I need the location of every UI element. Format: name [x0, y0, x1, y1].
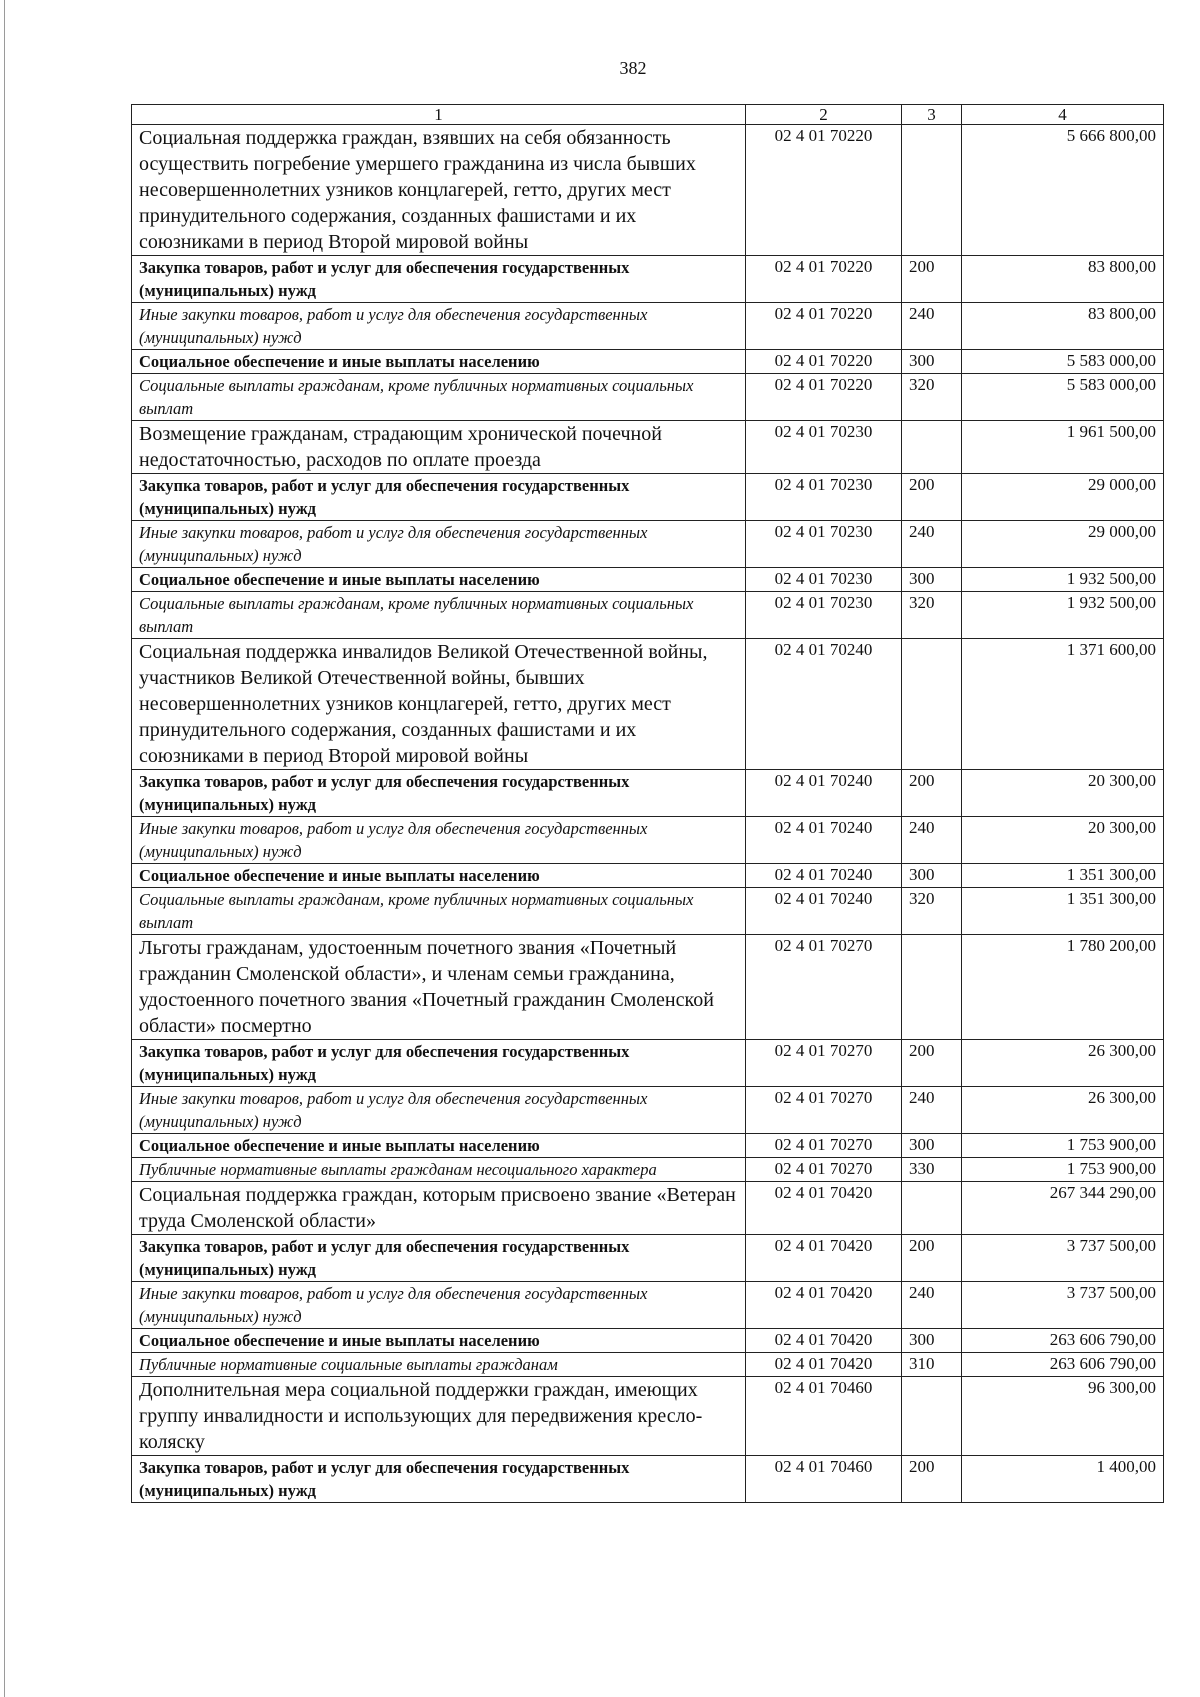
row-amount-cell: 26 300,00	[962, 1087, 1164, 1134]
row-amount-cell: 1 351 300,00	[962, 864, 1164, 888]
row-name-cell: Закупка товаров, работ и услуг для обеспечения государственных (муниципальных) нужд	[132, 474, 746, 521]
row-amount-cell: 96 300,00	[962, 1377, 1164, 1456]
row-amount-cell: 1 932 500,00	[962, 568, 1164, 592]
row-code-cell: 02 4 01 70420	[746, 1235, 902, 1282]
row-name-cell: Социальная поддержка граждан, которым присвоено звание «Ветеран труда Смоленской области»	[132, 1182, 746, 1235]
row-code-cell: 02 4 01 70240	[746, 864, 902, 888]
row-code-cell: 02 4 01 70220	[746, 374, 902, 421]
table-row	[132, 592, 1164, 639]
row-name-cell: Социальное обеспечение и иные выплаты населению	[132, 350, 746, 374]
row-name-cell: Закупка товаров, работ и услуг для обеспечения государственных (муниципальных) нужд	[132, 1456, 746, 1503]
row-amount-cell: 3 737 500,00	[962, 1282, 1164, 1329]
row-name-cell: Социальное обеспечение и иные выплаты населению	[132, 1134, 746, 1158]
row-code-cell: 02 4 01 70240	[746, 817, 902, 864]
row-type-cell: 300	[902, 1329, 962, 1353]
row-type-cell	[902, 639, 962, 770]
row-code-cell: 02 4 01 70270	[746, 1134, 902, 1158]
row-code-cell: 02 4 01 70240	[746, 639, 902, 770]
row-name-cell: Закупка товаров, работ и услуг для обеспечения государственных (муниципальных) нужд	[132, 256, 746, 303]
row-amount-cell: 1 780 200,00	[962, 935, 1164, 1040]
row-amount-cell: 263 606 790,00	[962, 1353, 1164, 1377]
row-code-cell: 02 4 01 70230	[746, 592, 902, 639]
row-name-cell: Социальные выплаты гражданам, кроме публичных нормативных социальных выплат	[132, 592, 746, 639]
table-row	[132, 888, 1164, 935]
column-header-1: 1	[132, 105, 746, 125]
row-type-cell	[902, 1182, 962, 1235]
row-code-cell: 02 4 01 70270	[746, 1158, 902, 1182]
row-code-cell: 02 4 01 70230	[746, 568, 902, 592]
row-type-cell: 330	[902, 1158, 962, 1182]
row-type-cell: 200	[902, 770, 962, 817]
row-code-cell: 02 4 01 70420	[746, 1353, 902, 1377]
row-code-cell: 02 4 01 70460	[746, 1456, 902, 1503]
table-row	[132, 125, 1164, 256]
row-name-cell: Социальные выплаты гражданам, кроме публичных нормативных социальных выплат	[132, 374, 746, 421]
row-type-cell	[902, 125, 962, 256]
row-amount-cell: 20 300,00	[962, 817, 1164, 864]
row-code-cell: 02 4 01 70270	[746, 1040, 902, 1087]
table-row	[132, 1282, 1164, 1329]
row-code-cell: 02 4 01 70270	[746, 1087, 902, 1134]
row-name-cell: Социальное обеспечение и иные выплаты населению	[132, 864, 746, 888]
table-row	[132, 474, 1164, 521]
table-row	[132, 935, 1164, 1040]
row-code-cell: 02 4 01 70230	[746, 521, 902, 568]
table-row	[132, 303, 1164, 350]
row-type-cell: 240	[902, 521, 962, 568]
table-row	[132, 421, 1164, 474]
row-type-cell: 200	[902, 256, 962, 303]
row-name-cell: Иные закупки товаров, работ и услуг для обеспечения государственных (муниципальных) нужд	[132, 817, 746, 864]
table-row	[132, 817, 1164, 864]
row-amount-cell: 267 344 290,00	[962, 1182, 1164, 1235]
row-code-cell: 02 4 01 70420	[746, 1182, 902, 1235]
row-type-cell: 310	[902, 1353, 962, 1377]
row-type-cell: 300	[902, 1134, 962, 1158]
row-amount-cell: 3 737 500,00	[962, 1235, 1164, 1282]
table-row	[132, 1377, 1164, 1456]
row-amount-cell: 29 000,00	[962, 474, 1164, 521]
row-name-cell: Дополнительная мера социальной поддержки граждан, имеющих группу инвалидности и использующих для передвижения кресло-коляску	[132, 1377, 746, 1456]
row-type-cell: 300	[902, 864, 962, 888]
row-code-cell: 02 4 01 70270	[746, 935, 902, 1040]
table-row	[132, 864, 1164, 888]
row-code-cell: 02 4 01 70230	[746, 474, 902, 521]
row-type-cell: 200	[902, 474, 962, 521]
row-name-cell: Возмещение гражданам, страдающим хронической почечной недостаточностью, расходов по оплате проезда	[132, 421, 746, 474]
row-amount-cell: 83 800,00	[962, 303, 1164, 350]
row-type-cell: 320	[902, 592, 962, 639]
page-number: 382	[619, 58, 647, 78]
table-row	[132, 374, 1164, 421]
row-code-cell: 02 4 01 70420	[746, 1282, 902, 1329]
column-header-4: 4	[962, 105, 1164, 125]
row-code-cell: 02 4 01 70240	[746, 888, 902, 935]
row-amount-cell: 5 583 000,00	[962, 350, 1164, 374]
table-header-row	[132, 105, 1164, 125]
row-name-cell: Социальное обеспечение и иные выплаты населению	[132, 568, 746, 592]
table-row	[132, 1040, 1164, 1087]
table-row	[132, 1087, 1164, 1134]
scan-edge-line	[4, 0, 5, 1697]
row-name-cell: Социальная поддержка инвалидов Великой Отечественной войны, участников Великой Отечественной войны, бывших несовершеннолетних узников концлагерей, гетто, других мест принудительного содержания, созданных фашистами и их союзниками в период Второй мировой войны	[132, 639, 746, 770]
row-amount-cell: 1 753 900,00	[962, 1158, 1164, 1182]
row-name-cell: Публичные нормативные социальные выплаты гражданам	[132, 1353, 746, 1377]
row-code-cell: 02 4 01 70230	[746, 421, 902, 474]
table-row	[132, 256, 1164, 303]
row-amount-cell: 5 583 000,00	[962, 374, 1164, 421]
row-code-cell: 02 4 01 70220	[746, 256, 902, 303]
row-amount-cell: 1 371 600,00	[962, 639, 1164, 770]
row-code-cell: 02 4 01 70420	[746, 1329, 902, 1353]
row-amount-cell: 1 753 900,00	[962, 1134, 1164, 1158]
table-row	[132, 1329, 1164, 1353]
row-type-cell: 240	[902, 817, 962, 864]
row-amount-cell: 83 800,00	[962, 256, 1164, 303]
row-amount-cell: 1 351 300,00	[962, 888, 1164, 935]
row-amount-cell: 263 606 790,00	[962, 1329, 1164, 1353]
row-type-cell: 200	[902, 1235, 962, 1282]
table-row	[132, 1182, 1164, 1235]
row-type-cell: 320	[902, 888, 962, 935]
row-name-cell: Закупка товаров, работ и услуг для обеспечения государственных (муниципальных) нужд	[132, 1040, 746, 1087]
row-type-cell: 200	[902, 1456, 962, 1503]
row-type-cell: 200	[902, 1040, 962, 1087]
row-type-cell: 300	[902, 350, 962, 374]
row-name-cell: Публичные нормативные выплаты гражданам несоциального характера	[132, 1158, 746, 1182]
table-row	[132, 1158, 1164, 1182]
row-type-cell	[902, 935, 962, 1040]
row-amount-cell: 29 000,00	[962, 521, 1164, 568]
row-name-cell: Социальные выплаты гражданам, кроме публичных нормативных социальных выплат	[132, 888, 746, 935]
column-header-2: 2	[746, 105, 902, 125]
row-code-cell: 02 4 01 70240	[746, 770, 902, 817]
row-name-cell: Иные закупки товаров, работ и услуг для обеспечения государственных (муниципальных) нужд	[132, 303, 746, 350]
row-amount-cell: 1 400,00	[962, 1456, 1164, 1503]
row-type-cell: 240	[902, 1282, 962, 1329]
row-code-cell: 02 4 01 70220	[746, 303, 902, 350]
row-name-cell: Социальная поддержка граждан, взявших на себя обязанность осуществить погребение умершего гражданина из числа бывших несовершеннолетних узников концлагерей, гетто, других мест принудительного содержания, созданных фашистами и их союзниками в период Второй мировой войны	[132, 125, 746, 256]
column-header-3: 3	[902, 105, 962, 125]
row-type-cell	[902, 421, 962, 474]
row-name-cell: Закупка товаров, работ и услуг для обеспечения государственных (муниципальных) нужд	[132, 770, 746, 817]
row-type-cell: 300	[902, 568, 962, 592]
row-amount-cell: 20 300,00	[962, 770, 1164, 817]
table-row	[132, 568, 1164, 592]
table-row	[132, 1134, 1164, 1158]
table-row	[132, 1235, 1164, 1282]
table-row	[132, 350, 1164, 374]
row-code-cell: 02 4 01 70220	[746, 350, 902, 374]
table-row	[132, 770, 1164, 817]
row-code-cell: 02 4 01 70460	[746, 1377, 902, 1456]
row-name-cell: Иные закупки товаров, работ и услуг для обеспечения государственных (муниципальных) нужд	[132, 1087, 746, 1134]
row-code-cell: 02 4 01 70220	[746, 125, 902, 256]
table-row	[132, 1456, 1164, 1503]
table-row	[132, 521, 1164, 568]
row-type-cell: 240	[902, 303, 962, 350]
row-name-cell: Льготы гражданам, удостоенным почетного звания «Почетный гражданин Смоленской области», и членам семьи гражданина, удостоенного почетного звания «Почетный гражданин Смоленской области» посмертно	[132, 935, 746, 1040]
row-amount-cell: 26 300,00	[962, 1040, 1164, 1087]
row-type-cell: 320	[902, 374, 962, 421]
table-row	[132, 639, 1164, 770]
row-name-cell: Иные закупки товаров, работ и услуг для обеспечения государственных (муниципальных) нужд	[132, 1282, 746, 1329]
row-amount-cell: 1 961 500,00	[962, 421, 1164, 474]
row-amount-cell: 5 666 800,00	[962, 125, 1164, 256]
table-row	[132, 1353, 1164, 1377]
row-name-cell: Закупка товаров, работ и услуг для обеспечения государственных (муниципальных) нужд	[132, 1235, 746, 1282]
row-type-cell	[902, 1377, 962, 1456]
row-type-cell: 240	[902, 1087, 962, 1134]
row-name-cell: Иные закупки товаров, работ и услуг для обеспечения государственных (муниципальных) нужд	[132, 521, 746, 568]
row-amount-cell: 1 932 500,00	[962, 592, 1164, 639]
budget-table	[131, 104, 1164, 1503]
row-name-cell: Социальное обеспечение и иные выплаты населению	[132, 1329, 746, 1353]
